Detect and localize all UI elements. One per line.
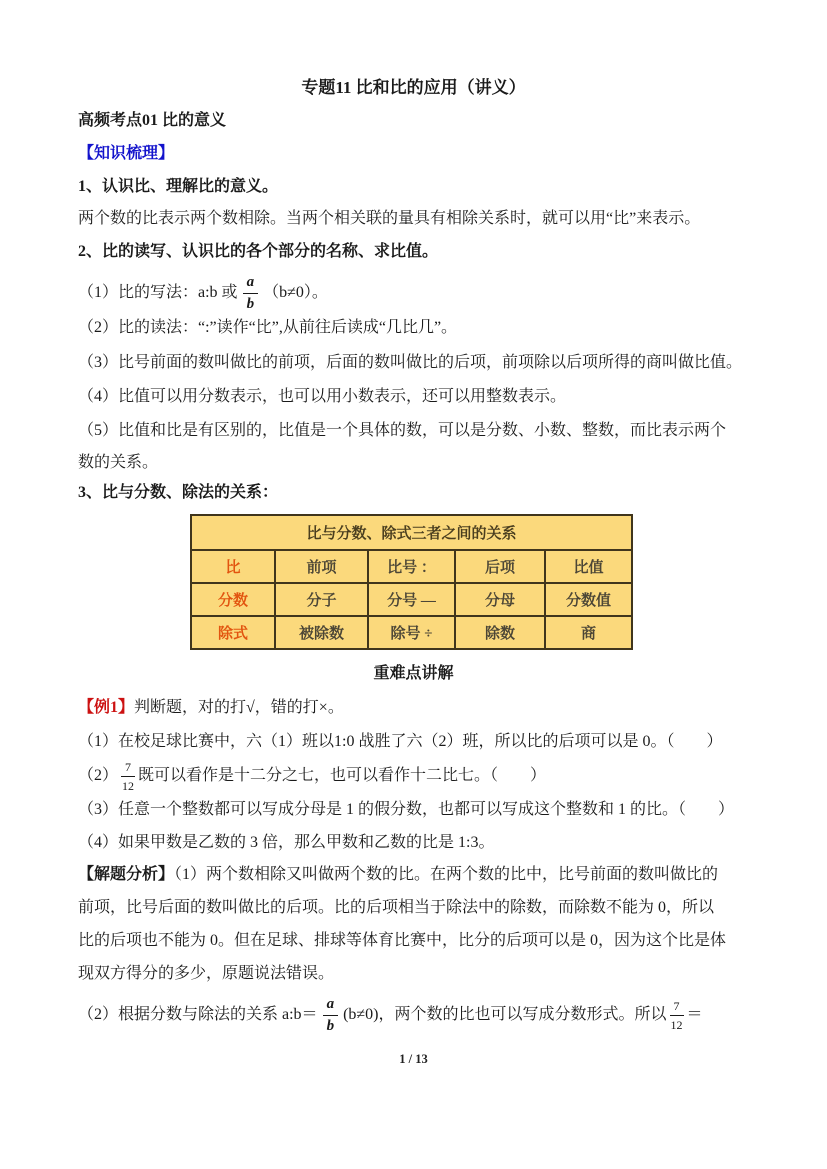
analysis-line1 bbox=[78, 865, 749, 885]
cell-bi: 比 bbox=[191, 550, 275, 583]
knowledge-item2: （2）比的读法：“:”读作“比”,从前往后读成“几比几”。 bbox=[78, 319, 458, 336]
analysis-line2: 前项，比号后面的数叫做比的后项。比的后项相当于除法中的除数，而除数不能为 0，所以 bbox=[78, 899, 715, 916]
cell-fenshuzhi: 分数值 bbox=[545, 583, 632, 616]
knowledge-review-label: 【知识梳理】 bbox=[78, 145, 175, 162]
fraction-numerator: 7 bbox=[121, 760, 135, 777]
analysis-line4: 现双方得分的多少，原题说法错误。 bbox=[78, 965, 335, 982]
cell-bizhi: 比值 bbox=[545, 550, 632, 583]
knowledge-point2-title: 2、比的读写、认识比的各个部分的名称、求比值。 bbox=[78, 243, 439, 260]
fraction-a-over-b bbox=[243, 274, 259, 312]
analysis-part2-line bbox=[78, 996, 749, 1034]
analysis2-text1: （2）根据分数与除法的关系 a:b＝ bbox=[78, 1006, 318, 1023]
fraction-denominator: b bbox=[246, 296, 255, 312]
knowledge-item1 bbox=[78, 274, 749, 312]
example1-question1: （1）在校足球比赛中，六（1）班以1:0 战胜了六（2）班，所以比的后项可以是 0。（ ） bbox=[78, 733, 723, 750]
analysis-label: 【解题分析】 bbox=[78, 866, 175, 883]
analysis-line3: 比的后项也不能为 0。但在足球、排球等体育比赛中，比分的后项可以是 0，因为这个比是体 bbox=[78, 932, 727, 949]
relation-table-title-row bbox=[191, 515, 632, 550]
cell-qianxiang: 前项 bbox=[275, 550, 368, 583]
example1-question3: （3）任意一个整数都可以写成分母是 1 的假分数，也都可以写成这个整数和 1 的比。（ ） bbox=[78, 801, 735, 818]
cell-beichushu: 被除数 bbox=[275, 616, 368, 649]
knowledge-point1-body: 两个数的比表示两个数相除。当两个相关联的量具有相除关系时，就可以用“比”来表示。 bbox=[78, 210, 701, 227]
table-row bbox=[191, 583, 632, 616]
example1-line bbox=[78, 698, 749, 718]
key-points-heading: 重难点讲解 bbox=[373, 665, 454, 682]
example1-intro: 判断题，对的打√，错的打×。 bbox=[134, 699, 344, 716]
cell-fenhao: 分号 — bbox=[368, 583, 455, 616]
cell-chuhao: 除号 ÷ bbox=[368, 616, 455, 649]
knowledge-item4: （4）比值可以用分数表示，也可以用小数表示，还可以用整数表示。 bbox=[78, 388, 567, 405]
analysis2-text3: ＝ bbox=[686, 1006, 703, 1023]
cell-houxiang: 后项 bbox=[455, 550, 545, 583]
q2-suffix: 既可以看作是十二分之七，也可以看作十二比七。（ ） bbox=[138, 767, 547, 784]
analysis-line1-text: （1）两个数相除又叫做两个数的比。在两个数的比中，比号前面的数叫做比的 bbox=[174, 866, 719, 883]
cell-shang: 商 bbox=[545, 616, 632, 649]
relation-table-wrap bbox=[190, 514, 749, 650]
page-number: 1 / 13 bbox=[399, 1052, 428, 1066]
document-content bbox=[0, 78, 827, 1067]
knowledge-item5-line1: （5）比值和比是有区别的，比值是一个具体的数，可以是分数、小数、整数，而比表示两个 bbox=[78, 422, 727, 439]
fraction-denominator: 12 bbox=[670, 1018, 683, 1032]
knowledge-item5-line2: 数的关系。 bbox=[78, 454, 159, 471]
example1-label: 【例1】 bbox=[78, 699, 135, 716]
fraction-a-over-b bbox=[323, 996, 339, 1034]
analysis2-text2: (b≠0)，两个数的比也可以写成分数形式。所以 bbox=[343, 1006, 667, 1023]
knowledge-item3: （3）比号前面的数叫做比的前项，后面的数叫做比的后项，前项除以后项所得的商叫做比值。 bbox=[78, 354, 743, 371]
fraction-numerator: 7 bbox=[670, 999, 684, 1016]
fraction-numerator: a bbox=[323, 996, 339, 1016]
cell-bihao: 比号 ： bbox=[368, 550, 455, 583]
q2-prefix: （2） bbox=[78, 767, 119, 784]
cell-fenzi: 分子 bbox=[275, 583, 368, 616]
example1-question2 bbox=[78, 760, 749, 792]
fraction-denominator: 12 bbox=[122, 779, 135, 793]
cell-fenmu: 分母 bbox=[455, 583, 545, 616]
fraction-7-over-12 bbox=[670, 999, 684, 1031]
table-row bbox=[191, 550, 632, 583]
fraction-7-over-12 bbox=[121, 760, 135, 792]
table-row bbox=[191, 616, 632, 649]
knowledge-item1-prefix: （1）比的写法：a:b 或 bbox=[78, 284, 238, 301]
cell-chushi: 除式 bbox=[191, 616, 275, 649]
relation-table bbox=[190, 514, 633, 650]
knowledge-item1-suffix: （b≠0）。 bbox=[263, 284, 328, 301]
cell-fenshu: 分数 bbox=[191, 583, 275, 616]
knowledge-point3-title: 3、比与分数、除法的关系： bbox=[78, 484, 279, 501]
fraction-denominator: b bbox=[326, 1018, 335, 1034]
knowledge-point1-title: 1、认识比、理解比的意义。 bbox=[78, 178, 279, 195]
page-title: 专题11 比和比的应用（讲义） bbox=[301, 78, 526, 97]
relation-table-title: 比与分数、除式三者之间的关系 bbox=[191, 515, 632, 550]
cell-chushu: 除数 bbox=[455, 616, 545, 649]
example1-question4: （4）如果甲数是乙数的 3 倍，那么甲数和乙数的比是 1:3。 bbox=[78, 834, 495, 851]
fraction-numerator: a bbox=[243, 274, 259, 294]
exam-point-heading: 高频考点01 比的意义 bbox=[78, 112, 227, 129]
